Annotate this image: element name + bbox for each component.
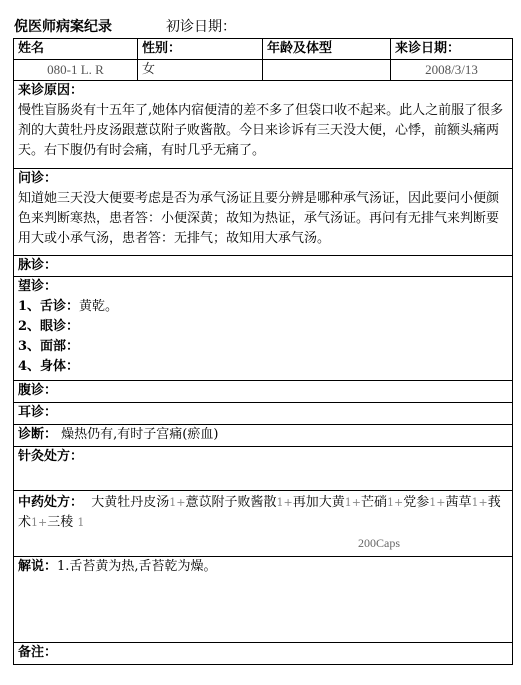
herb-qty: 1 <box>429 496 437 509</box>
face-label: 3、面部： <box>18 339 80 354</box>
herb-name: 茜草 <box>445 495 472 510</box>
herbal-total: 200Caps <box>358 536 400 550</box>
diagnosis-text: 燥热仍有,有时子宫痛(瘀血) <box>61 427 219 442</box>
abdomen-label: 腹诊： <box>14 381 513 403</box>
observation-item <box>18 357 508 377</box>
visit-date-value: 2008/3/13 <box>391 60 513 81</box>
acupuncture-label: 针灸处方： <box>14 447 513 491</box>
visit-date-label: 来诊日期： <box>391 39 513 60</box>
first-visit-date-label: 初诊日期： <box>166 19 236 35</box>
medical-record-form <box>13 38 513 665</box>
diagnosis-section <box>14 425 513 447</box>
pulse-label: 脉诊： <box>14 256 513 277</box>
herb-name: 党参 <box>403 495 430 510</box>
observation-item <box>18 317 508 337</box>
herb-name: 莪术 <box>18 495 501 530</box>
tongue-value: 黄乾。 <box>79 299 119 314</box>
observation-section <box>14 277 513 381</box>
herb-name: 三稜 <box>47 515 74 530</box>
diagnosis-label: 诊断： <box>18 427 58 442</box>
reason-label: 来诊原因： <box>18 83 84 98</box>
observation-item <box>18 297 508 317</box>
tongue-label: 1、舌诊： <box>18 299 80 314</box>
explanation-label: 解说： <box>18 559 58 574</box>
patient-name-value: 080-1 L. R <box>14 60 138 81</box>
notes-label: 备注： <box>14 643 513 665</box>
explanation-text: 1.舌苔黄为热,舌苔乾为燥。 <box>57 559 217 574</box>
herb-qty: 1 <box>169 496 177 509</box>
herb-name: 再加大黄 <box>292 495 345 510</box>
observation-label: 望诊： <box>18 279 58 294</box>
eye-label: 2、眼诊： <box>18 319 80 334</box>
herb-qty: 1 <box>344 496 352 509</box>
inquiry-text: 知道她三天没大便要考虑是否为承气汤证且要分辨是哪种承气汤证，因此要问小便颜色来判断寒热，患者答：小便深黄；故知为热证，承气汤证。再问有无排气来判断要用大或小承气汤，患者答：无排气；故知用大承气汤。 <box>18 191 500 246</box>
reason-section <box>14 81 513 169</box>
record-title: 倪医师病案纪录 <box>14 19 112 35</box>
age-label: 年龄及体型 <box>263 39 391 60</box>
name-label: 姓名 <box>14 39 138 60</box>
herb-name: 薏苡附子败酱散 <box>185 495 277 510</box>
herbal-label: 中药处方： <box>18 495 84 510</box>
herbal-list: 中药处方： 大黄牡丹皮汤1+薏苡附子败酱散1+再加大黄1+芒硝1+党参1+茜草1+莪术1+三稜 1 <box>18 495 501 530</box>
patient-sex-value: 女 <box>138 60 263 81</box>
reason-text: 慢性盲肠炎有十五年了,她体内宿便清的差不多了但袋口收不起来。此人之前服了很多剂的大黄牡丹皮汤跟薏苡附子败酱散。今日来诊诉有三天没大便，心悸，前额头痛两天。右下腹仍有时会痛，有时几乎无痛了。 <box>18 103 504 158</box>
herbal-section <box>14 491 513 557</box>
ear-label: 耳诊： <box>14 403 513 425</box>
herb-name: 芒硝 <box>360 495 387 510</box>
herb-name: 大黄牡丹皮汤 <box>91 495 170 510</box>
record-header <box>14 14 514 38</box>
explanation-section <box>14 557 513 643</box>
herb-qty: 1 <box>387 496 394 509</box>
observation-item <box>18 337 508 357</box>
inquiry-label: 问诊： <box>18 171 58 186</box>
herb-qty: 1 <box>471 496 479 509</box>
herb-qty: 1 <box>77 516 85 529</box>
herb-qty: 1 <box>31 516 39 529</box>
sex-label: 性别： <box>138 39 263 60</box>
body-label: 4、身体： <box>18 359 80 374</box>
patient-age-value <box>263 60 391 81</box>
herb-qty: 1 <box>276 496 284 509</box>
inquiry-section <box>14 169 513 256</box>
